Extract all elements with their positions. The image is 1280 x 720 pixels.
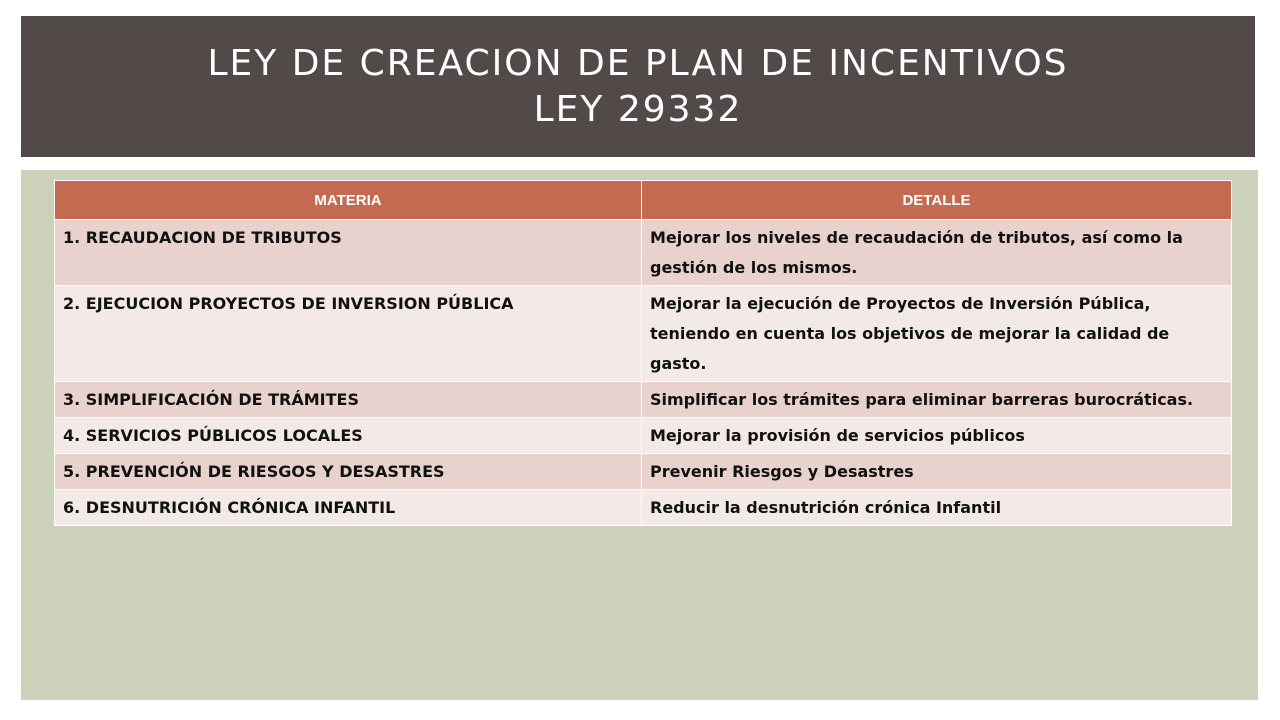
table-row <box>55 490 1232 526</box>
table-row <box>55 286 1232 382</box>
detalle-cell: Simplificar los trámites para eliminar barreras burocráticas. <box>642 382 1232 418</box>
slide-title: LEY DE CREACION DE PLAN DE INCENTIVOS <box>207 42 1069 84</box>
materia-cell: 5. PREVENCIÓN DE RIESGOS Y DESASTRES <box>55 454 642 490</box>
detalle-cell: Prevenir Riesgos y Desastres <box>642 454 1232 490</box>
incentives-table <box>54 180 1232 526</box>
title-bar <box>21 16 1255 157</box>
table-row <box>55 454 1232 490</box>
materia-cell: 2. EJECUCION PROYECTOS DE INVERSION PÚBLICA <box>55 286 642 382</box>
table-header-row <box>55 181 1232 220</box>
table-row <box>55 382 1232 418</box>
materia-cell: 3. SIMPLIFICACIÓN DE TRÁMITES <box>55 382 642 418</box>
table-row <box>55 418 1232 454</box>
materia-cell: 6. DESNUTRICIÓN CRÓNICA INFANTIL <box>55 490 642 526</box>
detalle-cell: Mejorar la provisión de servicios públicos <box>642 418 1232 454</box>
detalle-cell: Mejorar los niveles de recaudación de tributos, así como la gestión de los mismos. <box>642 220 1232 286</box>
materia-cell: 4. SERVICIOS PÚBLICOS LOCALES <box>55 418 642 454</box>
column-header-detalle: DETALLE <box>642 181 1232 220</box>
slide-subtitle: LEY 29332 <box>533 88 743 130</box>
column-header-materia: MATERIA <box>55 181 642 220</box>
materia-cell: 1. RECAUDACION DE TRIBUTOS <box>55 220 642 286</box>
table-row <box>55 220 1232 286</box>
detalle-cell: Mejorar la ejecución de Proyectos de Inversión Pública, teniendo en cuenta los objetivos de mejorar la calidad de gasto. <box>642 286 1232 382</box>
detalle-cell: Reducir la desnutrición crónica Infantil <box>642 490 1232 526</box>
